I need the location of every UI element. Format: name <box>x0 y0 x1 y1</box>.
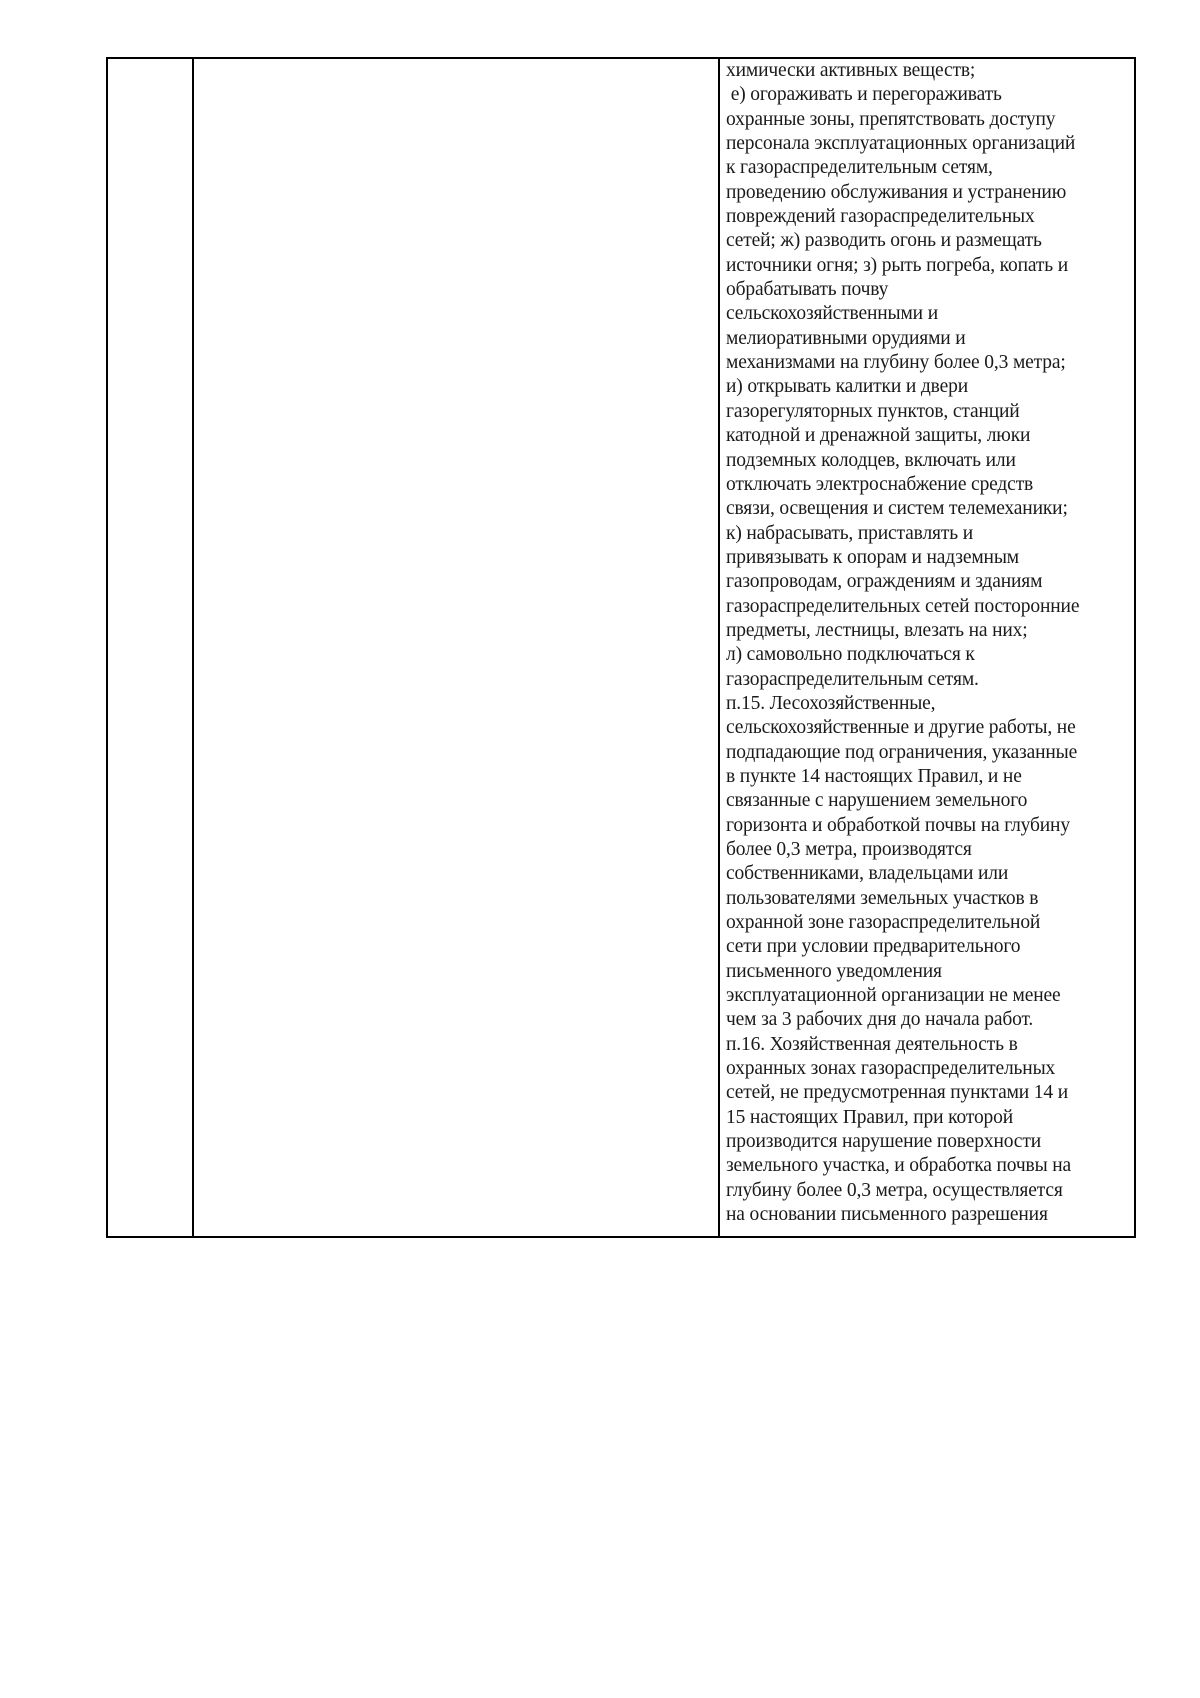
text-line: земельного участка, и обработка почвы на <box>726 1155 1072 1177</box>
text-line: сетей, не предусмотренная пунктами 14 и <box>726 1082 1069 1104</box>
text-line: связанные с нарушением земельного <box>726 790 1028 812</box>
text-line: привязывать к опорам и надземным <box>726 546 1019 568</box>
text-line: чем за 3 рабочих дня до начала работ. <box>726 1009 1034 1031</box>
text-line: и) открывать калитки и двери <box>726 376 968 398</box>
text-line: в пункте 14 настоящих Правил, и не <box>726 765 1022 787</box>
text-line: сети при условии предварительного <box>726 936 1021 958</box>
text-line: п.16. Хозяйственная деятельность в <box>726 1033 1018 1055</box>
text-line: газораспределительных сетей посторонние <box>726 595 1080 617</box>
text-line: источники огня; з) рыть погреба, копать и <box>726 254 1069 276</box>
text-line: отключать электроснабжение средств <box>726 473 1034 495</box>
table-cell-number <box>108 59 194 1236</box>
text-line: подпадающие под ограничения, указанные <box>726 741 1078 763</box>
text-line: охранные зоны, препятствовать доступу <box>726 108 1056 130</box>
text-line: сетей; ж) разводить огонь и размещать <box>726 230 1042 252</box>
text-line: на основании письменного разрешения <box>726 1204 1048 1226</box>
text-line: проведению обслуживания и устранению <box>726 181 1067 203</box>
text-line: производится нарушение поверхности <box>726 1131 1041 1153</box>
text-line: горизонта и обработкой почвы на глубину <box>726 814 1070 836</box>
table-cell-object <box>194 59 720 1236</box>
text-line: повреждений газораспределительных <box>726 206 1035 228</box>
text-line: подземных колодцев, включать или <box>726 449 1016 471</box>
text-line: собственниками, владельцами или <box>726 863 1009 885</box>
text-line: к газораспределительным сетям, <box>726 157 993 179</box>
text-line: газопроводам, ограждениям и зданиям <box>726 571 1043 593</box>
text-line: механизмами на глубину более 0,3 метра; <box>726 352 1066 374</box>
text-line: п.15. Лесохозяйственные, <box>726 692 936 714</box>
document-table <box>106 57 1136 1238</box>
text-line: более 0,3 метра, производятся <box>726 839 972 860</box>
text-line: связи, освещения и систем телемеханики; <box>726 498 1068 520</box>
text-line: мелиоративными орудиями и <box>726 327 966 349</box>
text-line: сельскохозяйственные и другие работы, не <box>726 717 1076 739</box>
text-line: химически активных веществ; <box>726 60 976 81</box>
text-line: газораспределительным сетям. <box>726 668 979 690</box>
text-line: катодной и дренажной защиты, люки <box>726 425 1031 447</box>
text-line: к) набрасывать, приставлять и <box>726 522 973 544</box>
text-line: пользователями земельных участков в <box>726 887 1039 909</box>
table-cell-restrictions <box>720 59 1134 1236</box>
text-line: л) самовольно подключаться к <box>726 644 975 666</box>
text-line: е) огораживать и перегораживать <box>726 84 1002 106</box>
text-line: предметы, лестницы, влезать на них; <box>726 619 1028 641</box>
text-line: письменного уведомления <box>726 960 942 982</box>
text-line: персонала эксплуатационных организаций <box>726 133 1076 155</box>
text-line: 15 настоящих Правил, при которой <box>726 1106 1014 1128</box>
text-line: охранной зоне газораспределительной <box>726 912 1041 934</box>
text-line: охранных зонах газораспределительных <box>726 1058 1056 1080</box>
text-line: сельскохозяйственными и <box>726 303 938 325</box>
text-line: газорегуляторных пунктов, станций <box>726 400 1020 422</box>
restrictions-text-block <box>726 59 1130 1228</box>
text-line: глубину более 0,3 метра, осуществляется <box>726 1179 1063 1201</box>
text-line: эксплуатационной организации не менее <box>726 985 1061 1007</box>
text-line: обрабатывать почву <box>726 279 889 301</box>
